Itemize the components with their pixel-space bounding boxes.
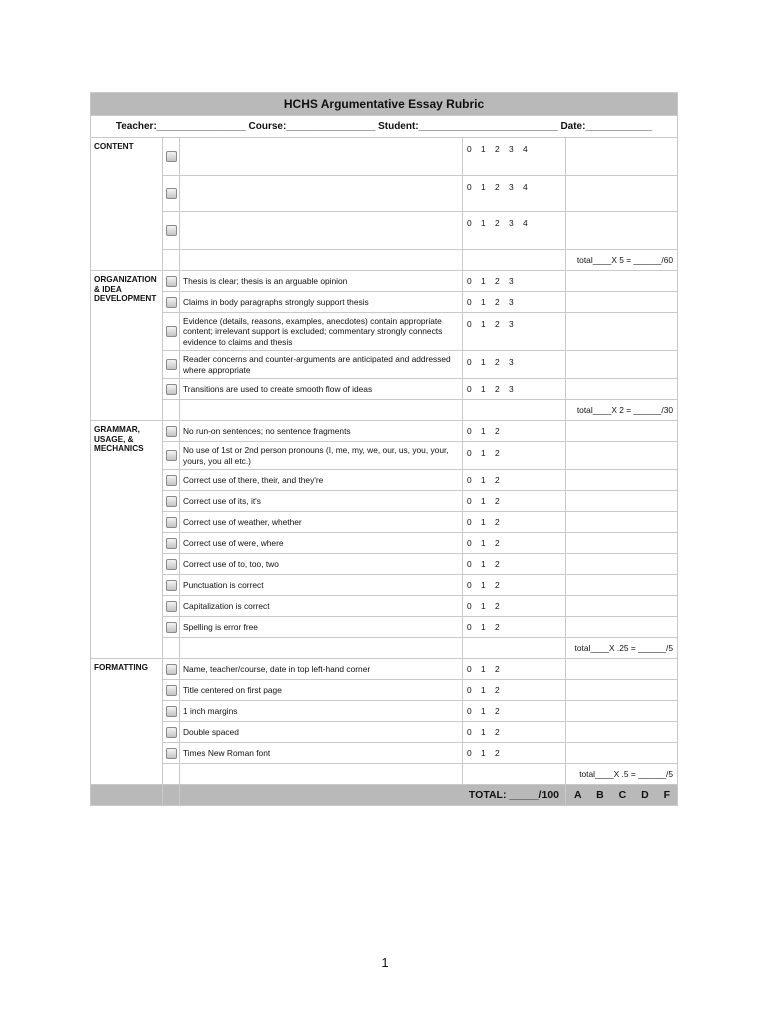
score-options — [463, 313, 566, 351]
checkbox-cell — [163, 271, 180, 292]
checkbox-cell — [163, 554, 180, 575]
criterion-text: Title centered on first page — [180, 680, 463, 701]
criterion-text: Spelling is error free — [180, 617, 463, 638]
points-cell — [566, 138, 678, 176]
score-options — [463, 176, 566, 212]
criterion-text: Capitalization is correct — [180, 596, 463, 617]
checkbox[interactable] — [166, 706, 177, 717]
score-values: 0 1 2 — [467, 706, 500, 716]
checkbox[interactable] — [166, 450, 177, 461]
score-values: 0 1 2 3 4 — [467, 182, 528, 192]
empty-cell — [180, 764, 463, 785]
criterion-text: Double spaced — [180, 722, 463, 743]
score-values: 0 1 2 — [467, 448, 500, 458]
page-number: 1 — [381, 955, 389, 970]
checkbox-cell — [163, 491, 180, 512]
points-cell — [566, 575, 678, 596]
checkbox-cell — [163, 176, 180, 212]
checkbox[interactable] — [166, 580, 177, 591]
points-cell — [566, 379, 678, 400]
score-values: 0 1 2 — [467, 685, 500, 695]
points-cell — [566, 421, 678, 442]
score-values: 0 1 2 — [467, 475, 500, 485]
rubric-row — [91, 743, 678, 764]
rubric-row — [91, 701, 678, 722]
rubric-row — [91, 442, 678, 470]
section-total: total____X 2 = ______/30 — [566, 400, 678, 421]
score-values: 0 1 2 — [467, 559, 500, 569]
points-cell — [566, 659, 678, 680]
score-values: 0 1 2 3 4 — [467, 218, 528, 228]
points-cell — [566, 351, 678, 379]
criterion-text: Transitions are used to create smooth flow of ideas — [180, 379, 463, 400]
points-cell — [566, 212, 678, 250]
checkbox[interactable] — [166, 225, 177, 236]
score-values: 0 1 2 3 — [467, 384, 514, 394]
checkbox-cell — [163, 292, 180, 313]
score-values: 0 1 2 3 4 — [467, 144, 528, 154]
grand-total: TOTAL: _____/100 — [180, 785, 566, 806]
criterion-text — [180, 176, 463, 212]
criterion-text: Name, teacher/course, date in top left-hand corner — [180, 659, 463, 680]
header-line: Teacher:________________ Course:________________ Student:_________________________ Date:____________ — [91, 116, 678, 138]
points-cell — [566, 313, 678, 351]
score-values: 0 1 2 3 — [467, 297, 514, 307]
points-cell — [566, 701, 678, 722]
points-cell — [566, 743, 678, 764]
rubric-row — [91, 659, 678, 680]
info-row — [91, 116, 678, 138]
score-values: 0 1 2 3 — [467, 357, 514, 367]
checkbox[interactable] — [166, 748, 177, 759]
rubric-title: HCHS Argumentative Essay Rubric — [91, 93, 678, 116]
category-label: GRAMMAR, USAGE, & MECHANICS — [91, 421, 163, 659]
checkbox-cell — [163, 617, 180, 638]
score-options — [463, 617, 566, 638]
score-options — [463, 470, 566, 491]
score-values: 0 1 2 — [467, 496, 500, 506]
rubric-row — [91, 351, 678, 379]
checkbox-cell — [163, 442, 180, 470]
empty-cell — [163, 764, 180, 785]
section-total-row — [91, 764, 678, 785]
checkbox[interactable] — [166, 326, 177, 337]
points-cell — [566, 470, 678, 491]
rubric-row — [91, 470, 678, 491]
title-row — [91, 93, 678, 116]
rubric-row — [91, 680, 678, 701]
checkbox-cell — [163, 138, 180, 176]
rubric-row — [91, 617, 678, 638]
score-values: 0 1 2 — [467, 664, 500, 674]
points-cell — [566, 554, 678, 575]
points-cell — [566, 271, 678, 292]
points-cell — [566, 617, 678, 638]
checkbox[interactable] — [166, 297, 177, 308]
score-options — [463, 351, 566, 379]
criterion-text: No use of 1st or 2nd person pronouns (I, me, my, we, our, us, you, your, yours, you all etc.) — [180, 442, 463, 470]
score-options — [463, 680, 566, 701]
score-options — [463, 659, 566, 680]
score-options — [463, 701, 566, 722]
checkbox-cell — [163, 421, 180, 442]
rubric-row — [91, 271, 678, 292]
checkbox-cell — [163, 680, 180, 701]
score-options — [463, 743, 566, 764]
criterion-text: Correct use of were, where — [180, 533, 463, 554]
points-cell — [566, 512, 678, 533]
score-options — [463, 722, 566, 743]
points-cell — [566, 680, 678, 701]
checkbox[interactable] — [166, 559, 177, 570]
checkbox-cell — [163, 701, 180, 722]
score-values: 0 1 2 — [467, 517, 500, 527]
score-options — [463, 212, 566, 250]
checkbox-cell — [163, 533, 180, 554]
empty-cell — [163, 638, 180, 659]
criterion-text: Correct use of there, their, and they're — [180, 470, 463, 491]
criterion-text: Correct use of to, too, two — [180, 554, 463, 575]
rubric-row — [91, 575, 678, 596]
checkbox-cell — [163, 313, 180, 351]
category-label: ORGANIZATION & IDEA DEVELOPMENT — [91, 271, 163, 421]
empty-cell — [163, 400, 180, 421]
score-values: 0 1 2 — [467, 748, 500, 758]
rubric-row — [91, 212, 678, 250]
score-values: 0 1 2 3 — [467, 276, 514, 286]
checkbox[interactable] — [166, 151, 177, 162]
empty-cell — [91, 785, 163, 806]
points-cell — [566, 491, 678, 512]
rubric-row — [91, 421, 678, 442]
score-values: 0 1 2 — [467, 580, 500, 590]
criterion-text: Thesis is clear; thesis is an arguable opinion — [180, 271, 463, 292]
empty-cell — [463, 764, 566, 785]
points-cell — [566, 442, 678, 470]
empty-cell — [163, 250, 180, 271]
checkbox-cell — [163, 659, 180, 680]
category-label: CONTENT — [91, 138, 163, 271]
rubric-row — [91, 512, 678, 533]
criterion-text — [180, 212, 463, 250]
criterion-text: Claims in body paragraphs strongly support thesis — [180, 292, 463, 313]
empty-cell — [463, 400, 566, 421]
criterion-text — [180, 138, 463, 176]
section-total-row — [91, 400, 678, 421]
checkbox-cell — [163, 596, 180, 617]
checkbox[interactable] — [166, 276, 177, 287]
empty-cell — [180, 638, 463, 659]
checkbox[interactable] — [166, 496, 177, 507]
checkbox-cell — [163, 351, 180, 379]
category-label: FORMATTING — [91, 659, 163, 785]
score-options — [463, 596, 566, 617]
checkbox[interactable] — [166, 475, 177, 486]
points-cell — [566, 722, 678, 743]
criterion-text: Evidence (details, reasons, examples, anecdotes) contain appropriate content; irrelevant support is excluded; commentary strongly connects evidence to claims and thesis — [180, 313, 463, 351]
score-options — [463, 575, 566, 596]
section-total: total____X .5 = ______/5 — [566, 764, 678, 785]
section-total: total____X .25 = ______/5 — [566, 638, 678, 659]
rubric-row — [91, 138, 678, 176]
score-values: 0 1 2 — [467, 601, 500, 611]
score-options — [463, 491, 566, 512]
criterion-text: No run-on sentences; no sentence fragments — [180, 421, 463, 442]
empty-cell — [463, 638, 566, 659]
rubric-row — [91, 292, 678, 313]
score-values: 0 1 2 — [467, 727, 500, 737]
score-options — [463, 512, 566, 533]
rubric-row — [91, 554, 678, 575]
checkbox[interactable] — [166, 538, 177, 549]
rubric-row — [91, 533, 678, 554]
checkbox[interactable] — [166, 517, 177, 528]
checkbox-cell — [163, 722, 180, 743]
points-cell — [566, 292, 678, 313]
rubric-row — [91, 596, 678, 617]
score-values: 0 1 2 — [467, 622, 500, 632]
section-total-row — [91, 638, 678, 659]
checkbox[interactable] — [166, 664, 177, 675]
checkbox-cell — [163, 512, 180, 533]
criterion-text: 1 inch margins — [180, 701, 463, 722]
rubric-row — [91, 176, 678, 212]
checkbox[interactable] — [166, 359, 177, 370]
criterion-text: Correct use of its, it's — [180, 491, 463, 512]
checkbox[interactable] — [166, 622, 177, 633]
empty-cell — [163, 785, 180, 806]
score-options — [463, 442, 566, 470]
checkbox[interactable] — [166, 188, 177, 199]
grade-letters: A B C D F — [566, 785, 678, 806]
empty-cell — [180, 250, 463, 271]
rubric-table — [90, 92, 678, 806]
checkbox-cell — [163, 212, 180, 250]
checkbox-cell — [163, 743, 180, 764]
checkbox[interactable] — [166, 601, 177, 612]
score-options — [463, 554, 566, 575]
points-cell — [566, 533, 678, 554]
checkbox[interactable] — [166, 727, 177, 738]
checkbox-cell — [163, 470, 180, 491]
score-options — [463, 292, 566, 313]
checkbox[interactable] — [166, 685, 177, 696]
criterion-text: Correct use of weather, whether — [180, 512, 463, 533]
criterion-text: Times New Roman font — [180, 743, 463, 764]
section-total-row — [91, 250, 678, 271]
rubric-row — [91, 491, 678, 512]
score-values: 0 1 2 — [467, 426, 500, 436]
score-values: 0 1 2 — [467, 538, 500, 548]
criterion-text: Punctuation is correct — [180, 575, 463, 596]
rubric-row — [91, 313, 678, 351]
points-cell — [566, 176, 678, 212]
score-options — [463, 138, 566, 176]
score-options — [463, 271, 566, 292]
checkbox[interactable] — [166, 384, 177, 395]
grand-total-row — [91, 785, 678, 806]
rubric-row — [91, 379, 678, 400]
empty-cell — [463, 250, 566, 271]
section-total: total____X 5 = ______/60 — [566, 250, 678, 271]
rubric-row — [91, 722, 678, 743]
score-options — [463, 533, 566, 554]
checkbox-cell — [163, 379, 180, 400]
checkbox-cell — [163, 575, 180, 596]
criterion-text: Reader concerns and counter-arguments are anticipated and addressed where appropriate — [180, 351, 463, 379]
score-values: 0 1 2 3 — [467, 319, 514, 329]
points-cell — [566, 596, 678, 617]
score-options — [463, 421, 566, 442]
checkbox[interactable] — [166, 426, 177, 437]
score-options — [463, 379, 566, 400]
empty-cell — [180, 400, 463, 421]
